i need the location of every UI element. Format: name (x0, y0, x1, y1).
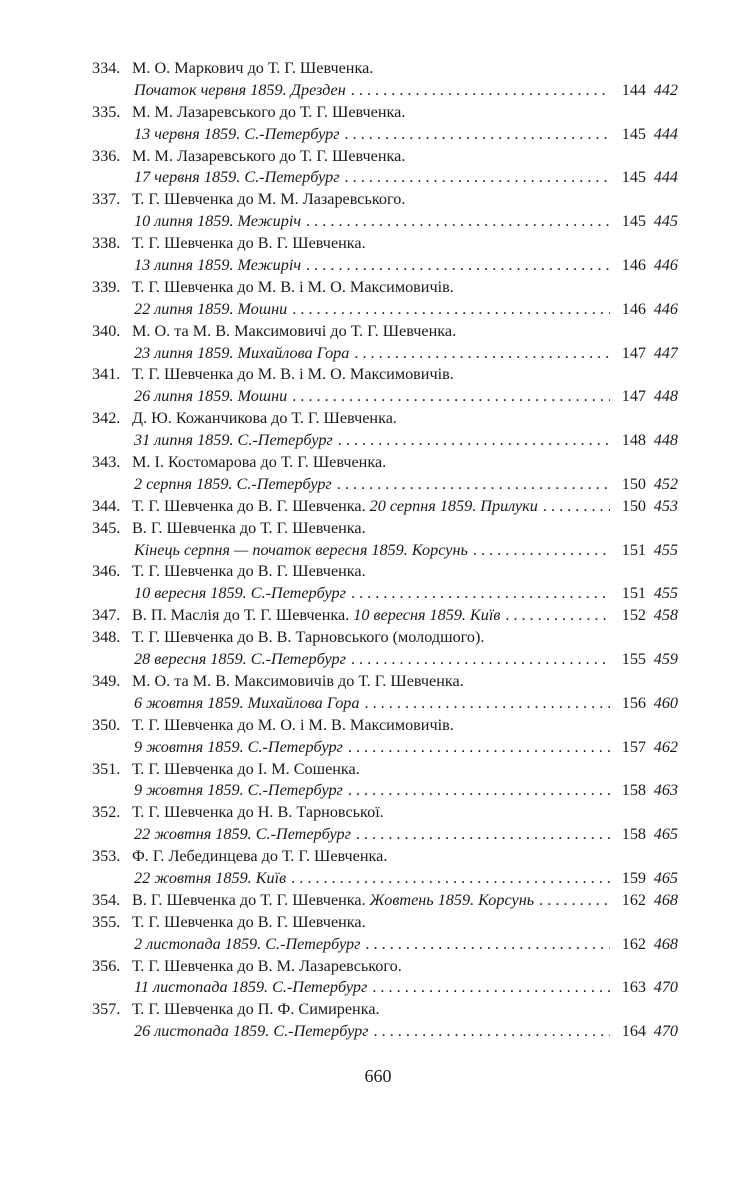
commentary-page-number: 446 (653, 256, 678, 275)
toc-entry-date-line (92, 343, 678, 365)
text-page-number: 151 (621, 584, 646, 603)
entry-number: 354. (92, 890, 121, 909)
toc-entry-title-line (92, 715, 678, 737)
toc-entry-title-line (92, 846, 678, 868)
text-page-number: 145 (621, 212, 646, 231)
entry-number: 336. (92, 146, 121, 165)
entry-date-place: 9 жовтня 1859. С.-Петербург (134, 737, 343, 756)
toc-entry-title-line (92, 518, 678, 540)
toc-entry-title-line (92, 627, 678, 649)
text-page-number: 163 (621, 978, 646, 997)
dot-leader (543, 496, 610, 518)
text-page-number: 145 (621, 124, 646, 143)
page-number: 660 (364, 1066, 392, 1086)
toc-entry-title-line (92, 912, 678, 934)
entry-number: 342. (92, 409, 121, 428)
entry-title: Т. Г. Шевченка до В. Г. Шевченка. (132, 562, 366, 581)
dot-leader (337, 474, 610, 496)
dot-leader (306, 211, 610, 233)
toc-entry-date-line (92, 167, 678, 189)
entry-date-place: 26 листопада 1859. С.-Петербург (134, 1022, 369, 1041)
entry-date-place: 31 липня 1859. С.-Петербург (134, 431, 333, 450)
commentary-page-number: 452 (653, 474, 678, 493)
toc-entry-single-line (92, 890, 678, 912)
entry-title: М. О. та М. В. Максимовичі до Т. Г. Шевченка. (132, 321, 457, 340)
entry-number: 335. (92, 102, 121, 121)
entry-date-place: 2 серпня 1859. С.-Петербург (134, 474, 332, 493)
entry-number: 357. (92, 1000, 121, 1019)
entry-date-place: 23 липня 1859. Михайлова Гора (134, 343, 350, 362)
commentary-page-number: 453 (653, 496, 678, 515)
dot-leader (348, 780, 610, 802)
entry-title: Т. Г. Шевченка до П. Ф. Симиренка. (132, 1000, 380, 1019)
commentary-page-number: 465 (653, 825, 678, 844)
entry-date-place: 22 жовтня 1859. С.-Петербург (134, 825, 351, 844)
commentary-page-number: 446 (653, 299, 678, 318)
entry-date-place: 10 вересня 1859. Київ (353, 606, 501, 625)
entry-number: 334. (92, 59, 121, 77)
commentary-page-number: 442 (653, 80, 678, 99)
commentary-page-number: 445 (653, 212, 678, 231)
dot-leader (292, 299, 610, 321)
dot-leader (505, 605, 610, 627)
entry-date-place: 13 червня 1859. С.-Петербург (134, 124, 340, 143)
text-page-number: 151 (621, 540, 646, 559)
entry-date-place: 10 липня 1859. Межиріч (134, 212, 302, 231)
entry-date-place: 26 липня 1859. Мошни (134, 387, 288, 406)
text-page-number: 158 (621, 825, 646, 844)
commentary-page-number: 458 (653, 606, 678, 625)
entry-title: Ф. Г. Лебединцева до Т. Г. Шевченка. (132, 847, 388, 866)
text-page-number: 144 (621, 80, 646, 99)
entry-date-place: 11 листопада 1859. С.-Петербург (134, 978, 368, 997)
entry-date-place: Початок червня 1859. Дрезден (134, 80, 346, 99)
entry-title: Т. Г. Шевченка до В. Г. Шевченка. (132, 496, 366, 515)
dot-leader (473, 540, 610, 562)
entry-number: 352. (92, 803, 121, 822)
entry-number: 353. (92, 847, 121, 866)
toc-entry-date-line (92, 934, 678, 956)
entry-title: Т. Г. Шевченка до Н. В. Тарновської. (132, 803, 384, 822)
entry-title: В. Г. Шевченка до Т. Г. Шевченка. (132, 890, 366, 909)
entry-date-place: Жовтень 1859. Корсунь (369, 890, 535, 909)
text-page-number: 164 (621, 1022, 646, 1041)
commentary-page-number: 448 (653, 431, 678, 450)
dot-leader (345, 124, 610, 146)
text-page-number: 157 (621, 737, 646, 756)
commentary-page-number: 470 (653, 978, 678, 997)
entry-title: Д. Ю. Кожанчикова до Т. Г. Шевченка. (132, 409, 397, 428)
entry-date-place: 10 вересня 1859. С.-Петербург (134, 584, 346, 603)
dot-leader (291, 868, 610, 890)
entry-date-place: 17 червня 1859. С.-Петербург (134, 168, 340, 187)
text-page-number: 147 (621, 343, 646, 362)
toc-entry-title-line (92, 759, 678, 781)
entry-number: 348. (92, 628, 121, 647)
toc-entry-date-line (92, 211, 678, 233)
entry-date-place: 6 жовтня 1859. Михайлова Гора (134, 693, 360, 712)
entry-number: 347. (92, 606, 121, 625)
entry-title: М. М. Лазаревського до Т. Г. Шевченка. (132, 146, 406, 165)
entry-title: Т. Г. Шевченка до В. В. Тарновського (молодшого). (132, 628, 485, 647)
entry-title: М. О. та М. В. Максимовичів до Т. Г. Шевченка. (132, 671, 464, 690)
commentary-page-number: 465 (653, 868, 678, 887)
entry-number: 356. (92, 956, 121, 975)
toc-entry-date-line (92, 299, 678, 321)
dot-leader (364, 693, 610, 715)
dot-leader (306, 255, 610, 277)
toc-entry-date-line (92, 1021, 678, 1043)
text-page-number: 146 (621, 256, 646, 275)
entry-number: 355. (92, 912, 121, 931)
text-page-number: 146 (621, 299, 646, 318)
entry-date-place: 28 вересня 1859. С.-Петербург (134, 650, 346, 669)
toc-entry-date-line (92, 124, 678, 146)
toc-entry-date-line (92, 693, 678, 715)
toc-entry-title-line (92, 146, 678, 168)
commentary-page-number: 447 (653, 343, 678, 362)
toc-entry-date-line (92, 583, 678, 605)
toc-entry-single-line (92, 496, 678, 518)
table-of-contents (92, 58, 678, 1043)
dot-leader (345, 167, 610, 189)
toc-entry-date-line (92, 977, 678, 999)
toc-entry-title-line (92, 802, 678, 824)
commentary-page-number: 468 (653, 890, 678, 909)
toc-entry-title-line (92, 277, 678, 299)
toc-entry-date-line (92, 540, 678, 562)
commentary-page-number: 444 (653, 124, 678, 143)
toc-entry-date-line (92, 255, 678, 277)
entry-title: В. Г. Шевченка до Т. Г. Шевченка. (132, 518, 366, 537)
entry-date-place: 22 липня 1859. Мошни (134, 299, 288, 318)
toc-entry-title-line (92, 452, 678, 474)
toc-entry-date-line (92, 868, 678, 890)
entry-title: Т. Г. Шевченка до М. В. і М. О. Максимовичів. (132, 277, 454, 296)
commentary-page-number: 459 (653, 650, 678, 669)
entry-title: Т. Г. Шевченка до М. В. і М. О. Максимовичів. (132, 365, 454, 384)
toc-entry-date-line (92, 386, 678, 408)
text-page-number: 150 (621, 496, 646, 515)
text-page-number: 150 (621, 474, 646, 493)
entry-title: Т. Г. Шевченка до В. Г. Шевченка. (132, 234, 366, 253)
text-page-number: 145 (621, 168, 646, 187)
toc-entry-title-line (92, 102, 678, 124)
entry-number: 346. (92, 562, 121, 581)
entry-number: 345. (92, 518, 121, 537)
commentary-page-number: 468 (653, 934, 678, 953)
text-page-number: 158 (621, 781, 646, 800)
dot-leader (348, 737, 610, 759)
toc-entry-title-line (92, 671, 678, 693)
entry-title: М. М. Лазаревського до Т. Г. Шевченка. (132, 102, 406, 121)
entry-title: Т. Г. Шевченка до І. М. Сошенка. (132, 759, 360, 778)
toc-entry-title-line (92, 408, 678, 430)
entry-number: 337. (92, 190, 121, 209)
toc-entry-title-line (92, 561, 678, 583)
text-page-number: 155 (621, 650, 646, 669)
commentary-page-number: 470 (653, 1022, 678, 1041)
entry-date-place: 22 жовтня 1859. Київ (134, 868, 287, 887)
text-page-number: 162 (621, 934, 646, 953)
dot-leader (372, 977, 610, 999)
entry-number: 343. (92, 453, 121, 472)
text-page-number: 147 (621, 387, 646, 406)
commentary-page-number: 455 (653, 584, 678, 603)
entry-number: 338. (92, 234, 121, 253)
commentary-page-number: 463 (653, 781, 678, 800)
commentary-page-number: 448 (653, 387, 678, 406)
toc-entry-date-line (92, 474, 678, 496)
entry-number: 339. (92, 277, 121, 296)
entry-date-place: 2 листопада 1859. С.-Петербург (134, 934, 361, 953)
toc-entry-date-line (92, 430, 678, 452)
dot-leader (354, 343, 610, 365)
dot-leader (351, 649, 610, 671)
entry-title: Т. Г. Шевченка до М. М. Лазаревського. (132, 190, 406, 209)
toc-entry-date-line (92, 80, 678, 102)
toc-entry-title-line (92, 999, 678, 1021)
text-page-number: 156 (621, 693, 646, 712)
entry-date-place: Кінець серпня — початок вересня 1859. Корсунь (134, 540, 468, 559)
commentary-page-number: 444 (653, 168, 678, 187)
commentary-page-number: 455 (653, 540, 678, 559)
text-page-number: 162 (621, 890, 646, 909)
toc-entry-date-line (92, 737, 678, 759)
dot-leader (351, 80, 610, 102)
entry-date-place: 9 жовтня 1859. С.-Петербург (134, 781, 343, 800)
toc-entry-title-line (92, 58, 678, 80)
commentary-page-number: 462 (653, 737, 678, 756)
dot-leader (351, 583, 610, 605)
text-page-number: 159 (621, 868, 646, 887)
toc-entry-date-line (92, 824, 678, 846)
dot-leader (356, 824, 610, 846)
entry-title: Т. Г. Шевченка до В. Г. Шевченка. (132, 912, 366, 931)
dot-leader (374, 1021, 610, 1043)
dot-leader (365, 934, 610, 956)
text-page-number: 152 (621, 606, 646, 625)
toc-entry-title-line (92, 956, 678, 978)
toc-entry-title-line (92, 321, 678, 343)
entry-title: М. О. Маркович до Т. Г. Шевченка. (132, 59, 374, 77)
entry-title: М. І. Костомарова до Т. Г. Шевченка. (132, 453, 387, 472)
entry-title: Т. Г. Шевченка до В. М. Лазаревського. (132, 956, 402, 975)
dot-leader (338, 430, 610, 452)
dot-leader (292, 386, 610, 408)
text-page-number: 148 (621, 431, 646, 450)
toc-entry-title-line (92, 364, 678, 386)
entry-number: 350. (92, 715, 121, 734)
toc-entry-date-line (92, 780, 678, 802)
commentary-page-number: 460 (653, 693, 678, 712)
toc-entry-title-line (92, 233, 678, 255)
toc-entry-single-line (92, 605, 678, 627)
entry-number: 340. (92, 321, 121, 340)
entry-number: 344. (92, 496, 121, 515)
toc-entry-title-line (92, 189, 678, 211)
dot-leader (539, 890, 610, 912)
entry-title: В. П. Маслія до Т. Г. Шевченка. (132, 606, 350, 625)
entry-number: 351. (92, 759, 121, 778)
entry-number: 349. (92, 671, 121, 690)
entry-number: 341. (92, 365, 121, 384)
toc-entry-date-line (92, 649, 678, 671)
entry-date-place: 20 серпня 1859. Прилуки (369, 496, 538, 515)
entry-title: Т. Г. Шевченка до М. О. і М. В. Максимовичів. (132, 715, 454, 734)
entry-date-place: 13 липня 1859. Межиріч (134, 256, 302, 275)
